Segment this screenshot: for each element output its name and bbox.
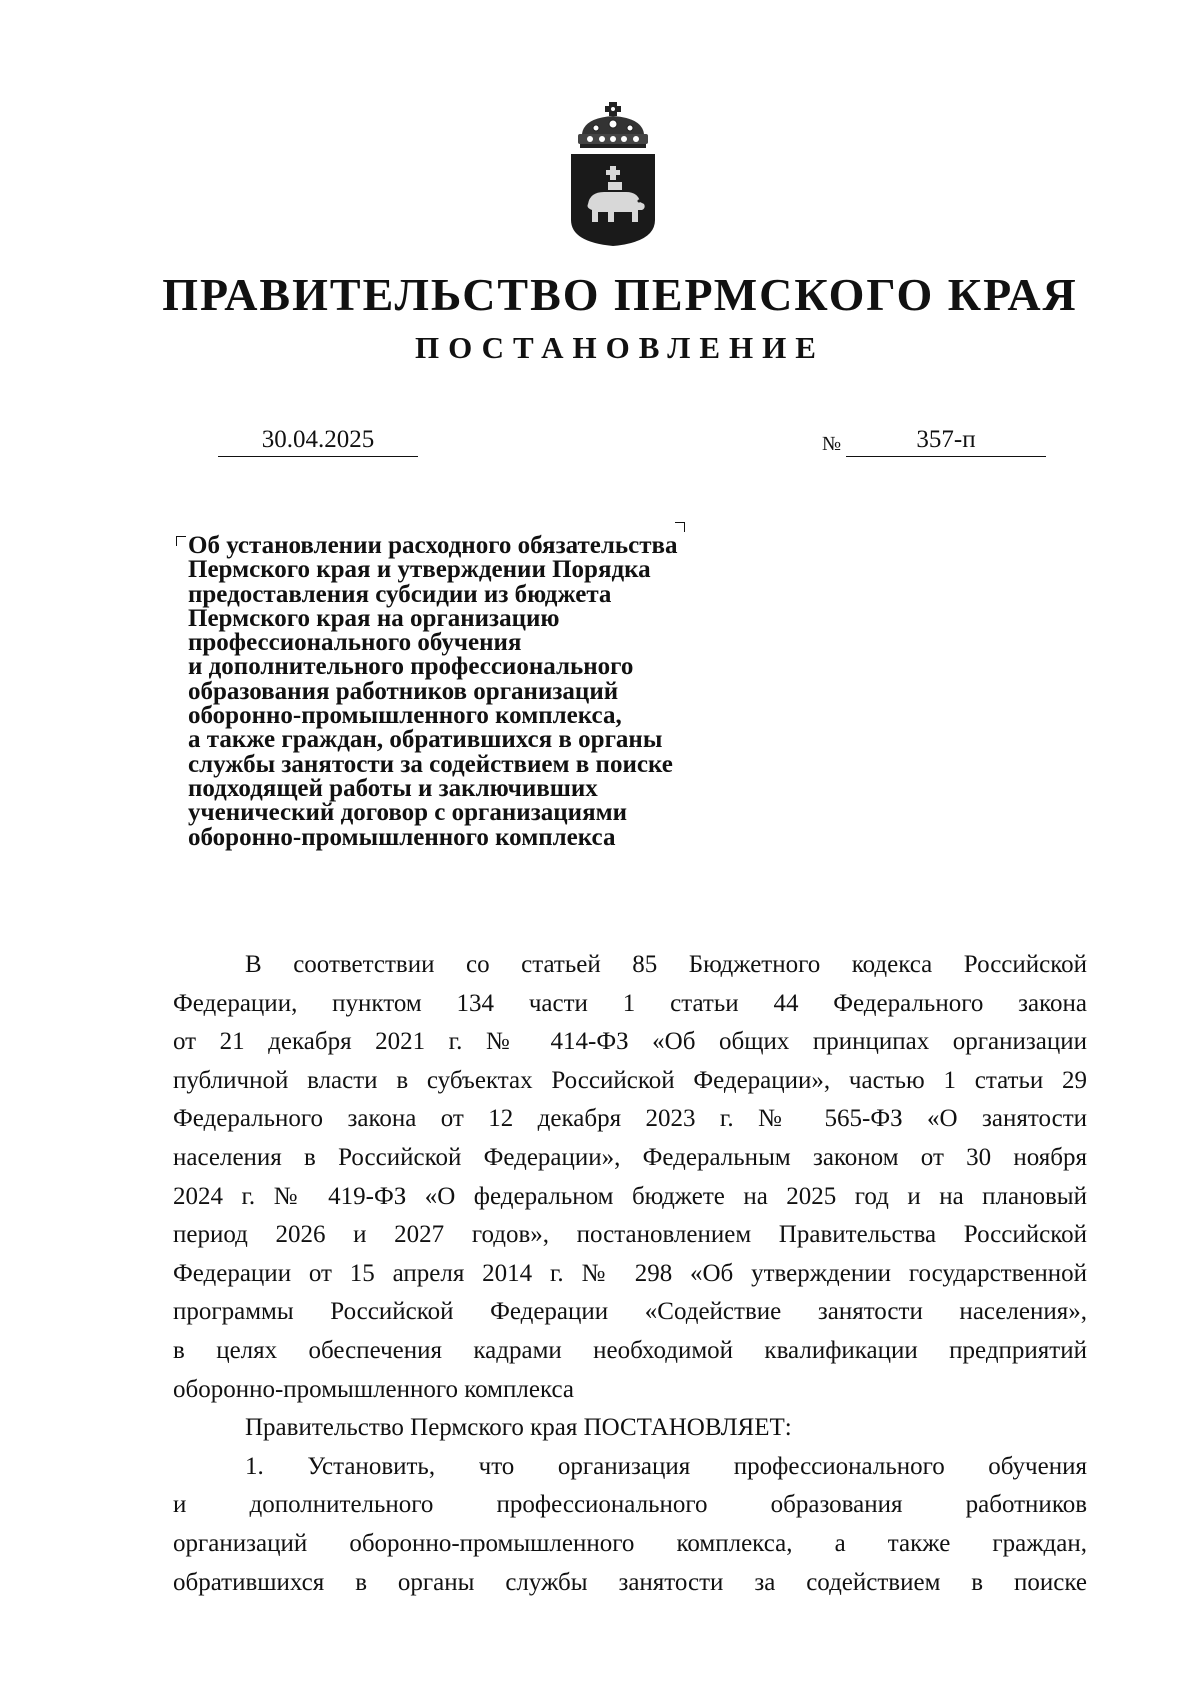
number-label: № bbox=[822, 433, 842, 455]
body-line: период 2026 и 2027 годов», постановлением Правительства Российской bbox=[173, 1221, 1087, 1249]
subject-line: службы занятости за содействием в поиске bbox=[188, 750, 673, 778]
body-line: публичной власти в субъектах Российской Федерации», частью 1 статьи 29 bbox=[173, 1066, 1087, 1094]
body-line: и дополнительного профессионального образования работников bbox=[173, 1491, 1087, 1519]
subject-line: предоставления субсидии из бюджета bbox=[188, 580, 612, 608]
body-line: в целях обеспечения кадрами необходимой квалификации предприятий bbox=[173, 1336, 1087, 1364]
document-date: 30.04.2025 bbox=[218, 424, 418, 457]
subject-line: профессионального обучения bbox=[188, 629, 522, 657]
body-line: В соответствии со статьей 85 Бюджетного кодекса Российской bbox=[245, 951, 1087, 978]
subject-line: а также граждан, обратившихся в органы bbox=[188, 726, 663, 754]
body-line: обратившихся в органы службы занятости за содействием в поиске bbox=[173, 1568, 1087, 1596]
subject-line: оборонно-промышленного комплекса bbox=[188, 823, 616, 851]
subject-line: и дополнительного профессионального bbox=[188, 653, 634, 681]
body-line: от 21 декабря 2021 г. № 414-ФЗ «Об общих принципах организации bbox=[173, 1028, 1087, 1056]
subject-line: подходящей работы и заключивших bbox=[188, 774, 598, 802]
body-line: Федерации от 15 апреля 2014 г. № 298 «Об утверждении государственной bbox=[173, 1259, 1087, 1287]
subject-line: оборонно-промышленного комплекса, bbox=[188, 702, 622, 730]
body-line: организаций оборонно-промышленного комплекса, а также граждан, bbox=[173, 1529, 1087, 1557]
document-type-title: ПОСТАНОВЛЕНИЕ bbox=[415, 330, 825, 365]
body-line: 1. Установить, что организация профессионального обучения bbox=[245, 1452, 1087, 1480]
organization-title: ПРАВИТЕЛЬСТВО ПЕРМСКОГО КРАЯ bbox=[162, 269, 1078, 320]
subject-line: Пермского края на организацию bbox=[188, 604, 560, 632]
body-line: Федерального закона от 12 декабря 2023 г. № 565-ФЗ «О занятости bbox=[173, 1105, 1087, 1133]
subject-line: ученический договор с организациями bbox=[188, 799, 628, 827]
resolution-statement: Правительство Пермского края ПОСТАНОВЛЯЕТ: bbox=[245, 1414, 792, 1442]
perm-krai-coat-of-arms-icon bbox=[568, 100, 658, 250]
document-number: 357-п bbox=[846, 424, 1046, 457]
body-line: населения в Российской Федерации», Федеральным законом от 30 ноября bbox=[173, 1143, 1087, 1171]
subject-line: Об установлении расходного обязательства bbox=[188, 532, 678, 559]
body-line: оборонно-промышленного комплекса bbox=[173, 1375, 574, 1403]
body-line: 2024 г. № 419-ФЗ «О федеральном бюджете на 2025 год и на плановый bbox=[173, 1182, 1087, 1210]
document-body bbox=[173, 946, 1087, 1602]
subject-corner-mark-left bbox=[176, 536, 186, 546]
body-line: программы Российской Федерации «Содействие занятости населения», bbox=[173, 1298, 1087, 1326]
document-subject bbox=[188, 534, 788, 850]
subject-line: Пермского края и утверждении Порядка bbox=[188, 556, 651, 584]
body-line: Федерации, пунктом 134 части 1 статьи 44 Федерального закона bbox=[173, 989, 1087, 1017]
subject-corner-mark-right bbox=[675, 522, 685, 532]
subject-line: образования работников организаций bbox=[188, 677, 619, 705]
